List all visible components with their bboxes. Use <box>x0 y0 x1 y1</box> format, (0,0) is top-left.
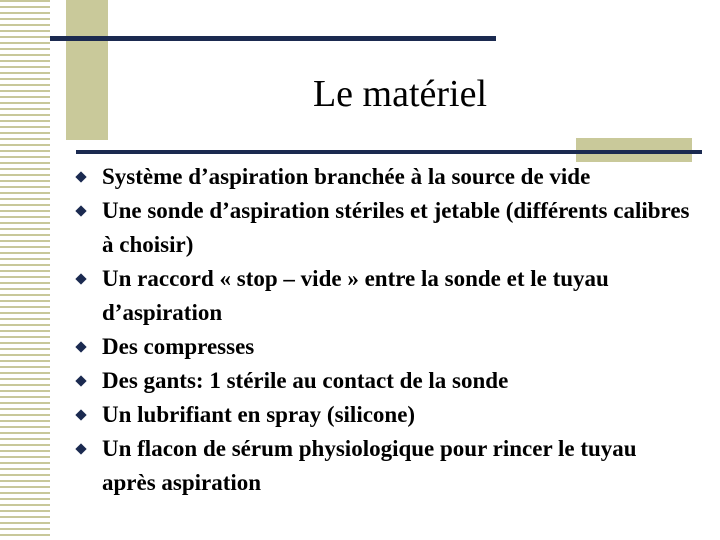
diamond-bullet-icon <box>75 341 86 352</box>
bullet-item <box>74 398 694 432</box>
bullet-list <box>74 160 694 500</box>
top-rule <box>50 36 496 41</box>
bullet-text: Système d’aspiration branchée à la source de vide <box>102 164 591 189</box>
bullet-item <box>74 364 694 398</box>
diamond-bullet-icon <box>75 443 86 454</box>
bullet-item <box>74 262 694 330</box>
bullet-text: Une sonde d’aspiration stériles et jetable (différents calibres à choisir) <box>102 198 690 257</box>
slide-title: Le matériel <box>312 73 488 115</box>
bullet-text: Des gants: 1 stérile au contact de la sonde <box>102 368 509 393</box>
title-underline-rule <box>76 150 702 154</box>
diamond-bullet-icon <box>75 409 86 420</box>
bullet-item <box>74 432 694 500</box>
bullet-text: Un lubrifiant en spray (silicone) <box>102 402 416 427</box>
bullet-item <box>74 330 694 364</box>
diamond-bullet-icon <box>75 205 86 216</box>
bullet-text: Un flacon de sérum physiologique pour rincer le tuyau après aspiration <box>102 436 637 495</box>
decorative-stripe-band <box>0 0 50 540</box>
bullet-text: Des compresses <box>102 334 255 359</box>
bullet-item <box>74 194 694 262</box>
diamond-bullet-icon <box>75 375 86 386</box>
decorative-olive-block-top <box>66 0 108 140</box>
diamond-bullet-icon <box>75 171 86 182</box>
bullet-item <box>74 160 694 194</box>
bullet-text: Un raccord « stop – vide » entre la sonde et le tuyau d’aspiration <box>102 266 609 325</box>
diamond-bullet-icon <box>75 273 86 284</box>
